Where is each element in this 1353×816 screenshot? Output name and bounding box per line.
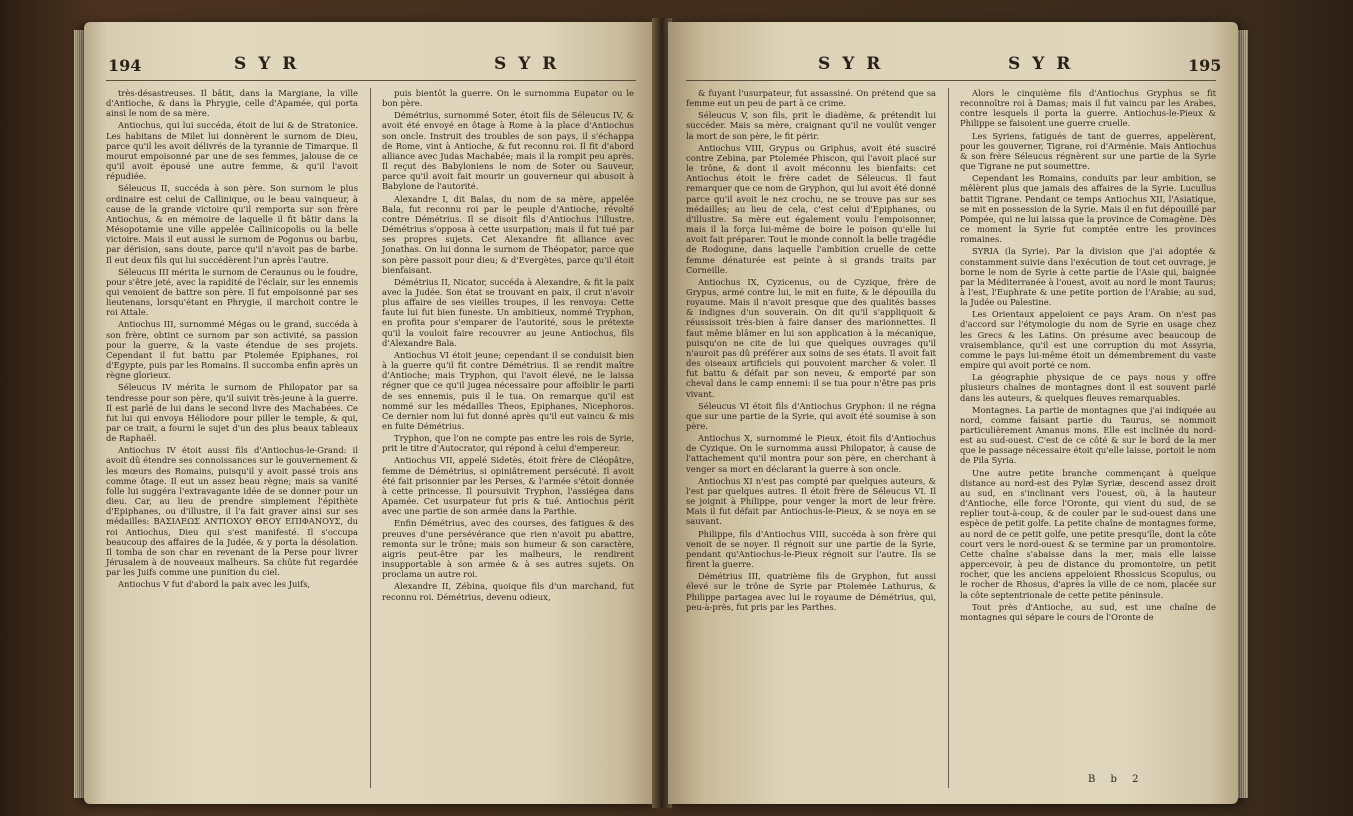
paragraph: Les Orientaux appeloient ce pays Aram. On n'est pas d'accord sur l'étymologie du nom de Syrie en usage chez les Grecs & les Latins. On présume avec beaucoup de vraisemblance, qu'il est une corruption du mot Assyria, comme le pays lui-même étoit un démembrement du vaste empire qui avoit porté ce nom. bbox=[960, 309, 1216, 371]
paragraph: Tryphon, que l'on ne compte pas entre les rois de Syrie, prit le titre d'Autocrator, qui répond à celui d'empereur. bbox=[382, 433, 634, 454]
paragraph: puis bientôt la guerre. On le surnomma Eupator ou le bon père. bbox=[382, 88, 634, 109]
left-page bbox=[84, 22, 656, 804]
header-rule-left bbox=[106, 80, 636, 81]
paragraph: Tout près d'Antioche, au sud, est une chaîne de montagnes qui sépare le cours de l'Oronte de bbox=[960, 601, 1216, 622]
running-head-left-col2: S Y R bbox=[494, 54, 560, 74]
paragraph: Antiochus VII, appelé Sidetès, étoit frère de Cléopâtre, femme de Démétrius, si opiniâtrement persécuté. Il avoit été fait prisonnier par les Perses, & l'armée s'étoit donnée à cette princesse. Il poursuivit Tryphon, l'assiégea dans Apamée. Cet usurpateur fut pris & tué. Antiochus périt avec une partie de son armée dans la Parthie. bbox=[382, 455, 634, 517]
paragraph: Démétrius II, Nicator, succéda à Alexandre, & fit la paix avec la Judée. Son état se trouvant en paix, il crut n'avoir plus affaire de ses vieilles troupes, il les renvoya: Cette faute lui fut bien funeste. Un ambitieux, nommé Tryphon, en profita pour s'emparer de l'autorité, sous le prétexte qu'il la vouloit faire recouvrer au jeune Antiochus, fils d'Alexandre Bala. bbox=[382, 276, 634, 348]
header-rule-right bbox=[686, 80, 1216, 81]
paragraph: Antiochus X, surnommé le Pieux, étoit fils d'Antiochus de Cyzique. On le surnomma aussi Philopator, à cause de l'attachement qu'il montra pour son père, en cherchant à venger sa mort en déclarant la guerre à son oncle. bbox=[686, 433, 936, 474]
running-head-right-col2: S Y R bbox=[1008, 54, 1074, 74]
paragraph: Alexandre I, dit Balas, du nom de sa mère, appelée Bala, fut reconnu roi par le peuple d'Antioche, révolté contre Démétrius. Il se disoit fils d'Antiochus l'illustre. Démétrius s'opposa à cette usurpation; mais il fut tué par ses propres sujets. Cet Alexandre fit alliance avec Jonathas. On lui donna le surnom de Théopator, parce que son père passoit pour dieu; & d'Evergètes, parce qu'il étoit bienfaisant. bbox=[382, 193, 634, 275]
paragraph: Antiochus VI étoit jeune; cependant il se conduisit bien à la guerre qu'il fit contre Démétrius. Il se rendit maître d'Antioche; mais Tryphon, qui l'avoit élevé, ne le laissa régner que ce qu'il jugea nécessaire pour affoiblir le parti de ses ennemis, puis il le tua. On remarque qu'il est nommé sur les médailles Theos, Epiphanes, Nicephoros. Ce dernier nom lui fut donné après qu'il eut vaincu & mis en fuite Démétrius. bbox=[382, 349, 634, 431]
paragraph: Séleucus VI étoit fils d'Antiochus Gryphon: il ne régna que sur une partie de la Syrie, qui avoit été soumise à son père. bbox=[686, 400, 936, 431]
paragraph: Alexandre II, Zébina, quoique fils d'un marchand, fut reconnu roi. Démétrius, devenu odieux, bbox=[382, 581, 634, 602]
paragraph: La géographie physique de ce pays nous y offre plusieurs chaînes de montagnes dont il est souvent parlé dans les auteurs, & quelques fleuves remarquables. bbox=[960, 372, 1216, 403]
column-divider-right bbox=[948, 88, 949, 788]
paragraph: Enfin Démétrius, avec des courses, des fatigues & des preuves d'une persévérance que rien n'avoit pu abattre, remonta sur le trône; mais son humeur & son caractère, aigris peut-être par les malheurs, le rendirent insupportable à son armée & à ses autres sujets. On proclama un autre roi. bbox=[382, 518, 634, 580]
running-head-right-col1: S Y R bbox=[818, 54, 884, 74]
paragraph: Antiochus IV étoit aussi fils d'Antiochus-le-Grand: il avoit dû étendre ses connoissances sur le gouvernement & les mœurs des Romains, puisqu'il y avoit passé trois ans comme ôtage. Il eut un assez beau règne; mais sa vanité folle lui suggéra l'extravagante idée de se donner pour un dieu. Car, au lieu de prendre simplement l'épithète d'Epiphanes, ou d'illustre, il l'a fait graver ainsi sur ses médailles: ΒΑΣΙΛΕΩΣ ΑΝΤΙΟΧΟΥ ΘΕΟΥ ΕΠΙΦΑΝΟΥΣ, du roi Antiochus, Dieu qui s'est manifesté. Il s'occupa beaucoup des affaires de la Judée, & y porta la désolation. Il tomba de son char en revenant de la Perse pour livrer Jérusalem à de nouveaux malheurs. Sa chûte fut regardée par les Juifs comme une punition du ciel. bbox=[106, 445, 358, 578]
running-head-left-col1: S Y R bbox=[234, 54, 300, 74]
paragraph: SYRIA (la Syrie). Par la division que j'ai adoptée & constamment suivie dans l'exécution de tout cet ouvrage, je borne le nom de Syrie à cette partie de l'Asie qui, baignée par la Méditerranée à l'ouest, avoit au nord le mont Taurus; à l'est, l'Euphrate & une petite portion de l'Arabie; au sud, la Judée ou Palestine. bbox=[960, 246, 1216, 308]
paragraph: Antiochus V fut d'abord la paix avec les Juifs, bbox=[118, 579, 311, 590]
paragraph: Antiochus IX, Cyzicenus, ou de Cyzique, frère de Grypus, armé contre lui, le mit en fuite, & le dépouilla du royaume. Mais il n'avoit presque que des qualités basses & indignes d'un souverain. On dit qu'il s'appliquoit & réussissoit très-bien à faire danser des marionnettes. Il faut même blâmer en lui son application à la mécanique, puisqu'on ne cite de lui que quelques ouvrages qu'il n'auroit pas dû préférer aux soins de ses états. Il avoit fait des oiseaux artificiels qui pouvoient marcher & voler. Il fut battu & défait par son neveu, & emporté par son cheval dans le camp ennemi: il se tua pour n'être pas pris vivant. bbox=[686, 276, 936, 399]
paragraph: Séleucus II, succéda à son père. Son surnom le plus ordinaire est celui de Callinique, ou le beau vainqueur, à cause de la grande victoire qu'il remporta sur son frère Antiochus, & en mémoire de laquelle il fit bâtir dans la Mésopotamie une ville appelée Callinicopolis ou la belle victoire. Mais il eut aussi le surnom de Pogonus ou barbu, par dérision, sans doute, parce qu'il n'avoit pas de barbe. Il eut deux fils qui lui succédèrent l'un après l'autre. bbox=[106, 183, 358, 265]
column-divider-left bbox=[370, 88, 371, 788]
paragraph: Montagnes. La partie de montagnes que j'ai indiquée au nord, comme faisant partie du Taurus, se nommoit particulièrement Amanus mons. Elle est inclinée du nord-est au sud-ouest. C'est de ce côté & sur le bord de la mer que le passage nécessaire étoit qu'elle laisse, portoit le nom de Pila Syria. bbox=[960, 404, 1216, 466]
paragraph: très-désastreuses. Il bâtit, dans la Margiane, la ville d'Antioche, & dans la Phrygie, celle d'Apamée, qui porta ainsi le nom de sa mère. bbox=[106, 88, 358, 119]
paragraph: Antiochus III, surnommé Mégas ou le grand, succéda à son frère, obtint ce surnom par son activité, sa passion pour la guerre, & la vaste étendue de ses projets. Cependant il fut battu par Ptolemée Epiphanes, roi d'Egypte, puis par les Romains. Il succomba enfin après un règne glorieux. bbox=[106, 319, 358, 381]
paragraph: Séleucus IV mérita le surnom de Philopator par sa tendresse pour son père, qu'il suivit très-jeune à la guerre. Il est parlé de lui dans le second livre des Machabées. Ce fut lui qui envoya Héliodore pour piller le temple, & qui, par ce trait, a fourni le sujet d'un des plus beaux tableaux de Raphaël. bbox=[106, 382, 358, 444]
paragraph: Les Syriens, fatigués de tant de guerres, appelèrent, pour les gouverner, Tigrane, roi d'Arménie. Mais Antiochus & son frère Séleucus régnèrent sur une partie de la Syrie que Tigrane ne put soumettre. bbox=[960, 130, 1216, 172]
left-page-column-2 bbox=[382, 88, 634, 604]
paragraph: Antiochus, qui lui succéda, étoit de lui & de Stratonice. Les habitans de Milet lui donnèrent le surnom de Dieu, parce qu'il les avoit délivrés de la tyrannie de Timarque. Il mourut empoisonné par une de ses femmes, jalouse de ce qu'il avoit épousé une autre femme, & qu'il l'avoit répudiée. bbox=[106, 120, 358, 182]
paragraph: Séleucus V, son fils, prit le diadème, & prétendit lui succéder. Mais sa mère, craignant qu'il ne voulût venger la mort de son père, le fit périr. bbox=[686, 110, 936, 141]
paragraph: Démétrius, surnommé Soter, étoit fils de Séleucus IV, & avoit été envoyé en ôtage à Rome à la place d'Antiochus son oncle. Instruit des troubles de son pays, il s'échappa de Rome, vint à Antioche, & fut reconnu roi. Il fit d'abord alliance avec Judas Machabée; mais il la rompit peu après. Il reçut des Babyloniens le nom de Soter ou Sauveur, parce qu'il avoit fait mourir un gouverneur qui abusoit à Babylone de l'autorité. bbox=[382, 110, 634, 192]
paragraph: Séleucus III mérita le surnom de Ceraunus ou le foudre, pour s'être jeté, avec la rapidité de l'éclair, sur les ennemis qui venoient de battre son père. Il fut empoisonné par ses lieutenans, lorsqu'étant en Phrygie, il marchoit contre le roi Attale. bbox=[106, 266, 358, 318]
page-number-right: 195 bbox=[1188, 56, 1222, 75]
left-page-column-1 bbox=[106, 88, 358, 592]
paragraph: Démétrius III, quatrième fils de Gryphon, fut aussi élevé sur le trône de Syrie par Ptolemée Lathurus, & Philippe partagea avec lui le royaume de Démétrius, qui, peu-à-près, fut pris par les Parthes. bbox=[686, 571, 936, 612]
right-page-column-2 bbox=[960, 88, 1216, 624]
paragraph: Une autre petite branche commençant à quelque distance au nord-est des Pylæ Syriæ, descend assez droit au sud, en s'inclinant vers l'ouest, où, à la hauteur d'Antioche, elle force l'Oronte, qui vient du sud, de se replier tout-à-coup, & de couler par le sud-ouest dans une espèce de petit golfe. La petite chaîne de montagnes forme, au nord de ce petit golfe, une petite presqu'île, dont la côte court vers le nord-ouest & se termine par un promontoire. Cette chaîne s'abaisse dans la mer, mais elle laisse appercevoir, à peu de distance du promontoire, un petit rocher, que les anciens appeloient Rhossicus Scopulus, ou le rocher de Rhosus, d'après la ville de ce nom, placée sur la côte septentrionale de cette petite péninsule. bbox=[960, 467, 1216, 600]
right-page bbox=[668, 22, 1238, 804]
paragraph: Antiochus XI n'est pas compté par quelques auteurs, & l'est par quelques autres. Il étoit frère de Séleucus VI. Il se joignit à Philippe, pour venger la mort de leur frère. Mais il fut défait par Antiochus-le-Pieux, & se noya en se sauvant. bbox=[686, 475, 936, 527]
paragraph: Philippe, fils d'Antiochus VIII, succéda à son frère qui venoit de se noyer. Il régnoit sur une partie de la Syrie, pendant qu'Antiochus-le-Pieux régnoit sur l'autre. Ils se firent la guerre. bbox=[686, 528, 936, 570]
signature-mark: B b 2 bbox=[1088, 774, 1145, 785]
paragraph: Antiochus VIII, Grypus ou Griphus, avoit été susciré contre Zebina, par Ptolemée Phiscon, qui l'avoit placé sur le trône, & dont il avoit méconnu les bienfaits: cet Antiochus étoit le frère cadet de Séleucus. Il faut remarquer que ce nom de Gryphon, qui lui avoit été donné parce qu'il avoit le nez crochu, ne se trouve pas sur ses médailles; au lieu de cela, c'est celui d'Epiphanes, ou d'illustre. Sa mère eut également voulu l'empoisonner, mais il la força lui-même de boire le poison qu'elle lui avoit fait préparer. Tout le monde connoît la belle tragédie de Rodogune, dans laquelle l'ambition cruelle de cette femme dénaturée est peinte à si grands traits par Corneille. bbox=[686, 142, 936, 275]
right-page-column-1 bbox=[686, 88, 936, 614]
page-number-left: 194 bbox=[108, 56, 142, 75]
paragraph: & fuyant l'usurpateur, fut assassiné. On prétend que sa femme eut un peu de part à ce crime. bbox=[686, 88, 936, 109]
paragraph: Cependant les Romains, conduits par leur ambition, se mêlèrent plus que jamais des affaires de la Syrie. Lucullus battit Tigrane. Pendant ce temps Antiochus XII, l'Asiatique, se mit en possession de la Syrie. Mais il en fut dépouillé par Pompée, qui ne lui laissa que la province de Comagène. Dès ce moment la Syrie fut comptée entre les provinces romaines. bbox=[960, 173, 1216, 245]
paragraph: Alors le cinquième fils d'Antiochus Gryphus se fit reconnoître roi à Damas; mais il fut vaincu par les Arabes, contre lesquels il porta la guerre. Antiochus-le-Pieux & Philippe se faisoient une guerre cruelle. bbox=[960, 88, 1216, 129]
